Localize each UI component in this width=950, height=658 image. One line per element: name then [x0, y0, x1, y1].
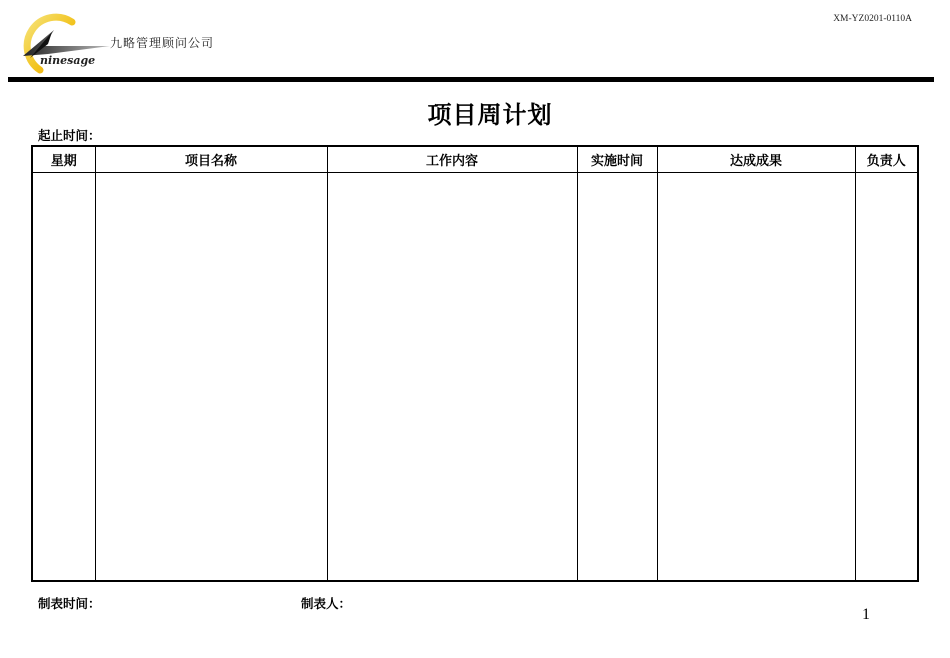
- made-time-label: 制表时间：: [38, 596, 101, 611]
- header-rule: [8, 77, 934, 82]
- table-header-row: [32, 146, 918, 173]
- company-name: 九略管理顾问公司: [110, 36, 215, 50]
- col-header-results: 达成成果: [657, 146, 855, 173]
- col-header-work-content: 工作内容: [327, 146, 577, 173]
- cell-project-name[interactable]: [95, 173, 327, 582]
- document-code: XM-YZ0201-0110A: [833, 14, 912, 24]
- col-header-owner: 负责人: [855, 146, 918, 173]
- col-header-project-name: 项目名称: [95, 146, 327, 173]
- document-title: 项目周计划: [427, 101, 553, 129]
- table-row: [32, 173, 918, 582]
- period-label: 起止时间：: [38, 128, 101, 143]
- weekly-plan-table: [31, 145, 919, 582]
- cell-work-content[interactable]: [327, 173, 577, 582]
- cell-weekday[interactable]: [32, 173, 95, 582]
- page-number: 1: [862, 606, 870, 623]
- cell-owner[interactable]: [855, 173, 918, 582]
- cell-schedule[interactable]: [577, 173, 657, 582]
- col-header-weekday: 星期: [32, 146, 95, 173]
- cell-results[interactable]: [657, 173, 855, 582]
- made-by-label: 制表人：: [301, 596, 352, 611]
- logo-wordmark: ninesage: [40, 54, 96, 67]
- col-header-schedule: 实施时间: [577, 146, 657, 173]
